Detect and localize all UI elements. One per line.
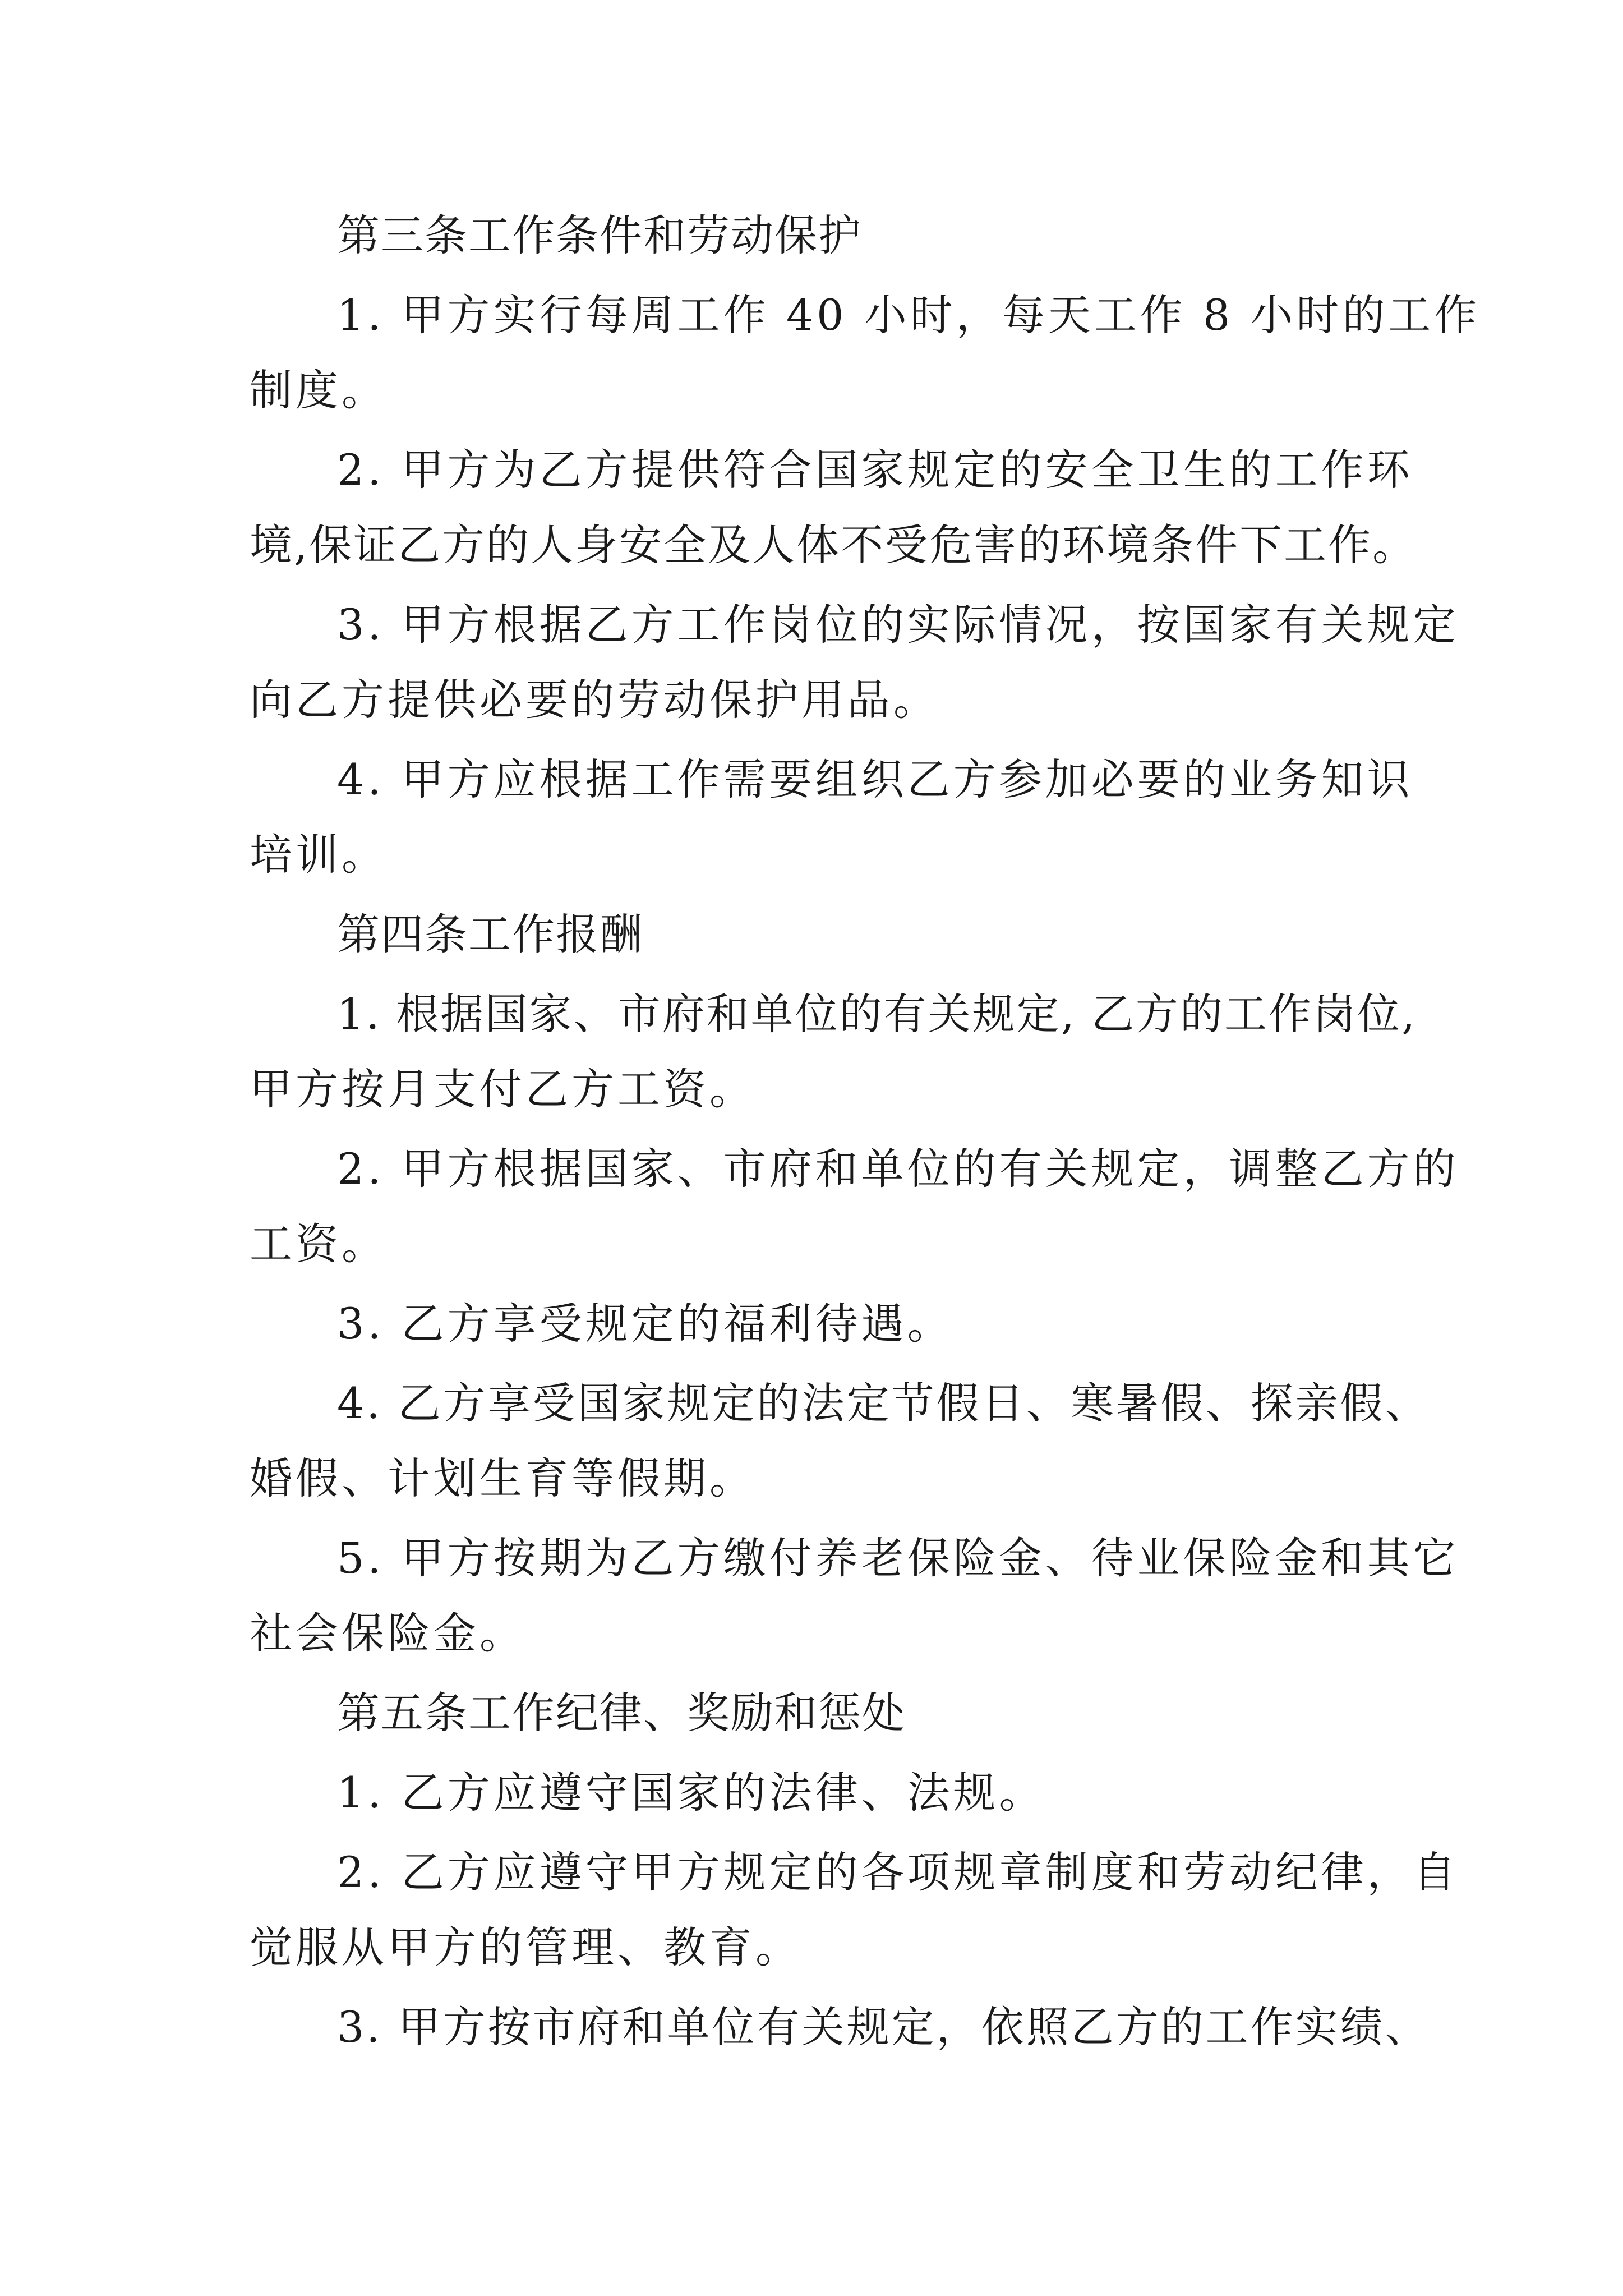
paragraph-line: 觉服从甲方的管理、教育。 bbox=[250, 1922, 801, 1972]
paragraph-line: 3. 甲方按市府和单位有关规定，依照乙方的工作实绩、 bbox=[337, 2002, 1430, 2052]
paragraph-line: 3. 乙方享受规定的福利待遇。 bbox=[337, 1299, 953, 1349]
paragraph-line: 1. 甲方实行每周工作 40 小时，每天工作 8 小时的工作 bbox=[337, 290, 1481, 340]
paragraph-line: 1. 乙方应遵守国家的法律、法规。 bbox=[337, 1768, 1045, 1818]
paragraph-line: 2. 甲方根据国家、市府和单位的有关规定，调整乙方的 bbox=[337, 1144, 1459, 1194]
paragraph-line: 婚假、计划生育等假期。 bbox=[250, 1453, 755, 1503]
section-heading-article-3: 第三条工作条件和劳动保护 bbox=[337, 210, 862, 260]
paragraph-line: 3. 甲方根据乙方工作岗位的实际情况，按国家有关规定 bbox=[337, 600, 1459, 650]
paragraph-line: 2. 乙方应遵守甲方规定的各项规章制度和劳动纪律，自 bbox=[337, 1847, 1459, 1897]
section-heading-article-4: 第四条工作报酬 bbox=[337, 909, 643, 959]
paragraph-line: 向乙方提供必要的劳动保护用品。 bbox=[250, 675, 939, 725]
section-heading-article-5: 第五条工作纪律、奖励和惩处 bbox=[337, 1688, 906, 1738]
paragraph-line: 培训。 bbox=[250, 830, 388, 880]
paragraph-line: 境,保证乙方的人身安全及人体不受危害的环境条件下工作。 bbox=[250, 520, 1417, 570]
paragraph-line: 甲方按月支付乙方工资。 bbox=[250, 1064, 755, 1114]
paragraph-line: 社会保险金。 bbox=[250, 1608, 525, 1658]
paragraph-line: 制度。 bbox=[250, 365, 388, 415]
paragraph-line: 2. 甲方为乙方提供符合国家规定的安全卫生的工作环 bbox=[337, 445, 1413, 495]
paragraph-line: 4. 乙方享受国家规定的法定节假日、寒暑假、探亲假、 bbox=[337, 1378, 1430, 1428]
paragraph-line: 5. 甲方按期为乙方缴付养老保险金、待业保险金和其它 bbox=[337, 1533, 1459, 1583]
document-body bbox=[250, 208, 1481, 2079]
paragraph-line: 4. 甲方应根据工作需要组织乙方参加必要的业务知识 bbox=[337, 754, 1413, 804]
paragraph-line: 工资。 bbox=[250, 1219, 388, 1269]
paragraph-line: 1. 根据国家、市府和单位的有关规定, 乙方的工作岗位, bbox=[337, 989, 1417, 1039]
